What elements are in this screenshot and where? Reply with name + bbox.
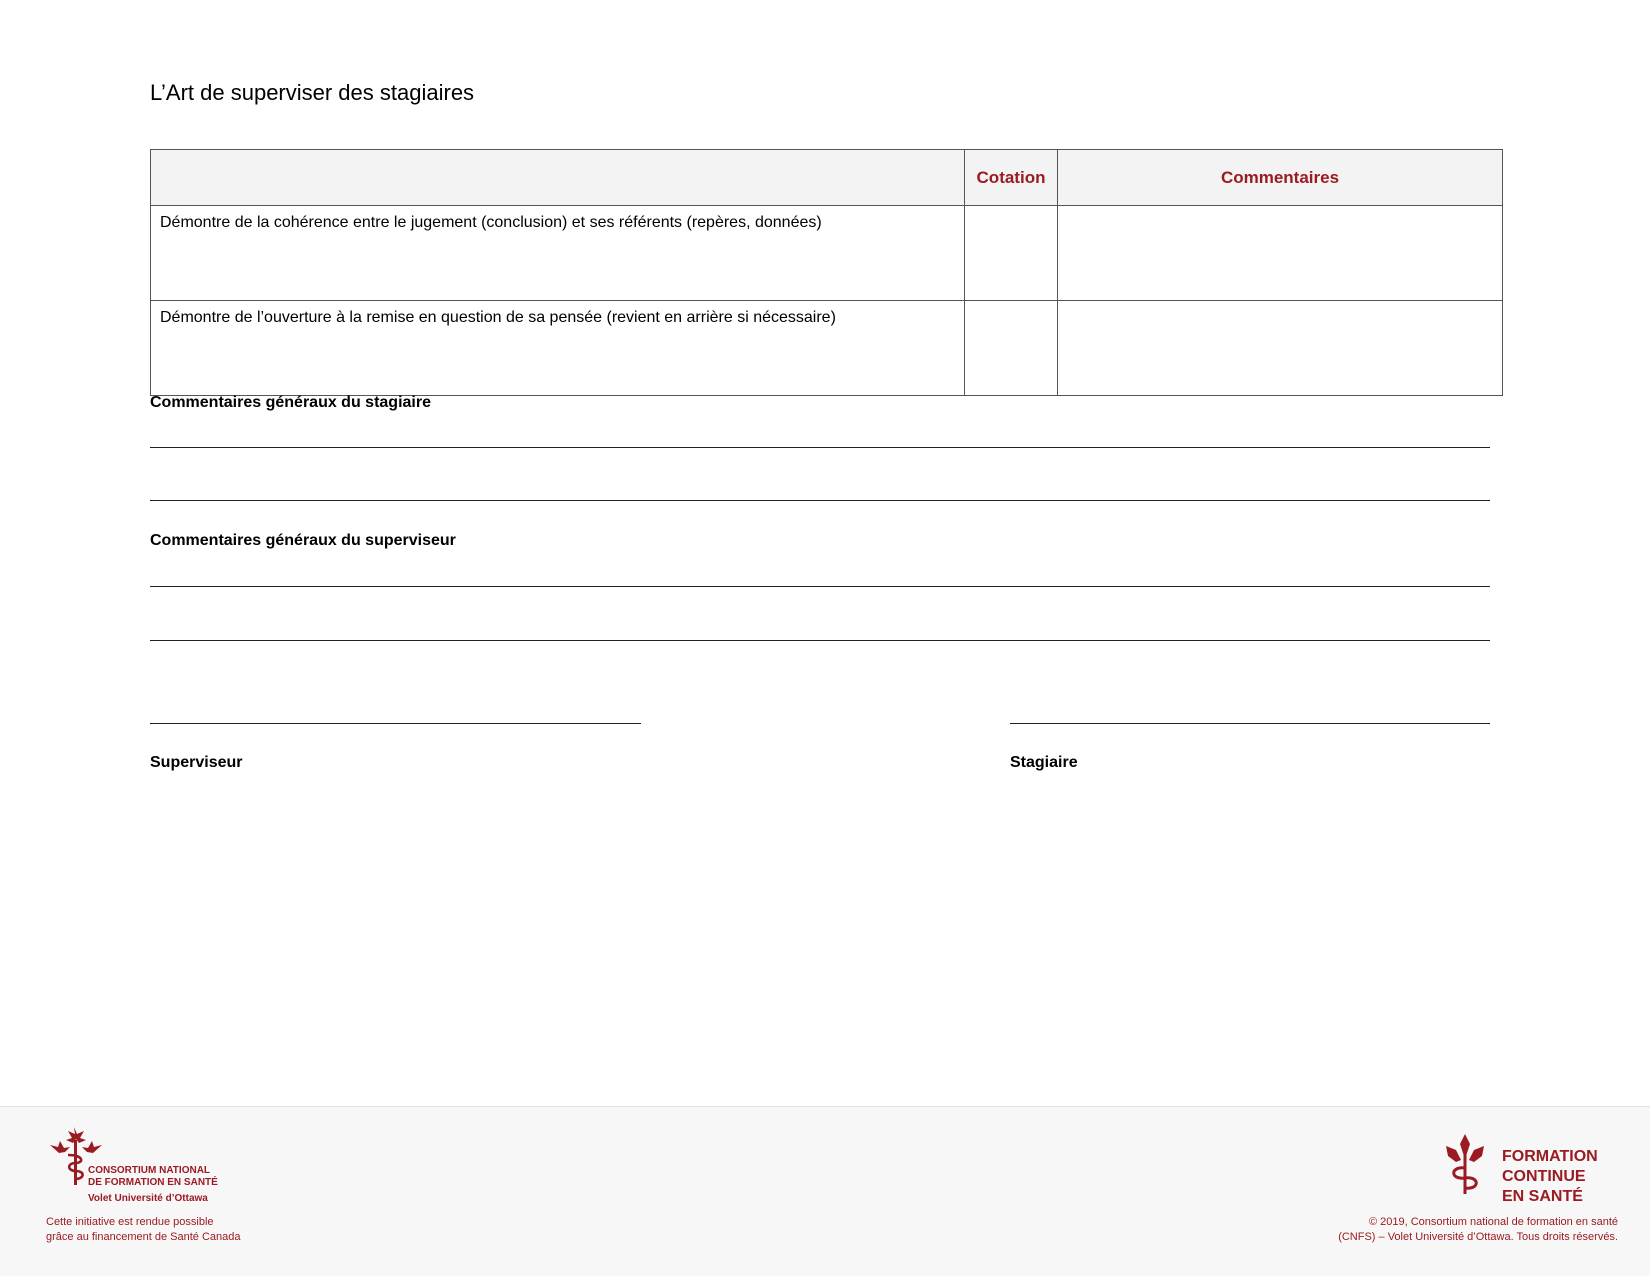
criterion-header	[151, 150, 965, 206]
criterion-cell: Démontre de la cohérence entre le jugement (conclusion) et ses référents (repères, données)	[151, 206, 965, 301]
trainee-signature-label: Stagiaire	[1010, 754, 1078, 771]
supervisor-signature-label: Superviseur	[150, 754, 243, 771]
copyright-notice: © 2019, Consortium national de formation en santé (CNFS) – Volet Université d’Ottawa. Tous droits réservés.	[1338, 1216, 1618, 1243]
rating-header: Cotation	[965, 150, 1058, 206]
fcs-name: FORMATION CONTINUE EN SANTÉ	[1502, 1148, 1598, 1205]
rating-cell[interactable]	[965, 206, 1058, 301]
trainee-comment-line[interactable]	[150, 500, 1490, 501]
comment-cell[interactable]	[1058, 301, 1503, 396]
comment-cell[interactable]	[1058, 206, 1503, 301]
cnfs-volet: Volet Université d’Ottawa	[88, 1193, 208, 1204]
funding-note: Cette initiative est rendue possible grâce au financement de Santé Canada	[46, 1216, 241, 1243]
supervisor-signature-line[interactable]	[150, 723, 641, 724]
trainee-signature-line[interactable]	[1010, 723, 1490, 724]
fcs-leaf-logo-icon	[1442, 1132, 1488, 1196]
page-footer	[0, 1106, 1650, 1276]
comments-header: Commentaires	[1058, 150, 1503, 206]
table-row	[151, 206, 1503, 301]
rating-cell[interactable]	[965, 301, 1058, 396]
table-row	[151, 301, 1503, 396]
cnfs-name: CONSORTIUM NATIONAL DE FORMATION EN SANTÉ	[88, 1165, 218, 1188]
page-title: L’Art de superviser des stagiaires	[150, 80, 475, 105]
trainee-comments-label: Commentaires généraux du stagiaire	[150, 394, 431, 411]
supervisor-comments-label: Commentaires généraux du superviseur	[150, 532, 456, 549]
evaluation-table	[150, 149, 1503, 396]
supervisor-comment-line[interactable]	[150, 640, 1490, 641]
trainee-comment-line[interactable]	[150, 447, 1490, 448]
table-header-row	[151, 150, 1503, 206]
supervisor-comment-line[interactable]	[150, 586, 1490, 587]
criterion-cell: Démontre de l’ouverture à la remise en question de sa pensée (revient en arrière si nécessaire)	[151, 301, 965, 396]
